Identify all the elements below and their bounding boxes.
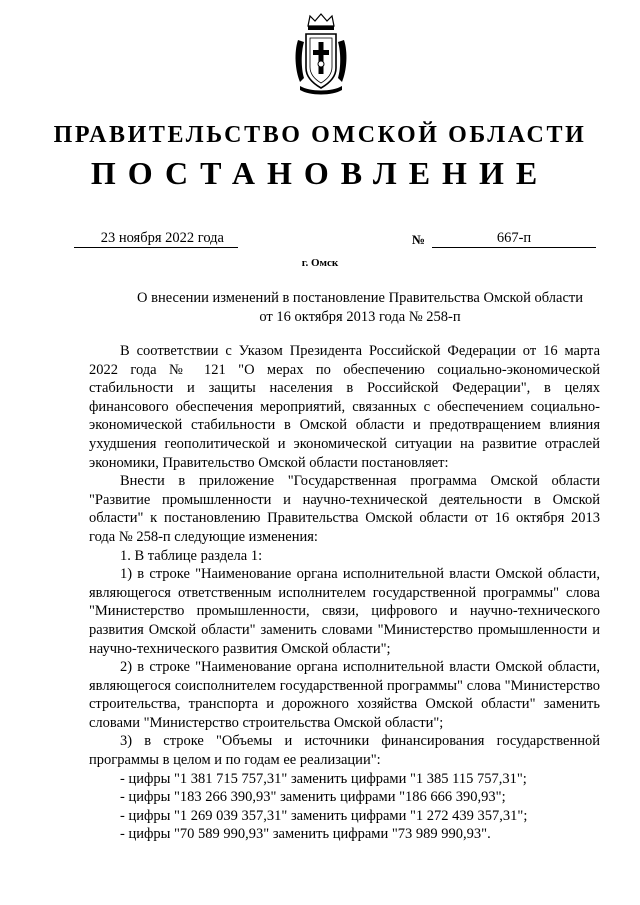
government-title: ПРАВИТЕЛЬСТВО ОМСКОЙ ОБЛАСТИ xyxy=(53,122,587,148)
subject-line-2: от 16 октября 2013 года № 258-п xyxy=(259,309,461,325)
omsk-coat-of-arms-icon xyxy=(292,12,350,96)
paragraph-item-3: 3) в строке "Объемы и источники финансирования государственной программы в целом и по годам ее реализации": xyxy=(89,733,600,769)
paragraph-preamble: В соответствии с Указом Президента Российской Федерации от 16 марта 2022 года № 121 "О мерах по обеспечению социально-экономической стабильности и защиты населения в Российской Федерации", в целях финансового обеспечения мероприятий, связанных с обеспечением социально-экономической стабильности в Омской области и предотвращением влияния ухудшения геополитической и экономической ситуации на развитие отраслей экономики, Правительство Омской области постановляет: xyxy=(89,343,600,471)
city: г. Омск xyxy=(301,257,339,269)
paragraph-item-1: 1) в строке "Наименование органа исполнительной власти Омской области, являющегося ответственным исполнителем государственной программы" слова "Министерство промышленности, связи, цифрового и научно-технического развития Омской области" заменить словами "Министерство промышленности и научно-технического развития Омской области"; xyxy=(89,566,600,657)
document-date: 23 ноября 2022 года xyxy=(74,230,238,248)
number-sign: № xyxy=(412,232,426,247)
paragraph-resolution: Внести в приложение "Государственная программа Омской области "Развитие промышленности и научно-технической деятельности в Омской области" к постановлению Правительства Омской области от 16 октября 2013 года № 258-п следующие изменения: xyxy=(89,473,600,545)
list-item: - цифры "183 266 390,93" заменить цифрами "186 666 390,93"; xyxy=(120,789,506,806)
subject-line-1: О внесении изменений в постановление Правительства Омской области xyxy=(137,290,583,306)
document-type: ПОСТАНОВЛЕНИЕ xyxy=(90,155,550,191)
document-subject xyxy=(120,289,600,327)
document-number: 667-п xyxy=(432,230,596,248)
document-body xyxy=(89,342,600,844)
paragraph-item-2: 2) в строке "Наименование органа исполнительной власти Омской области, являющегося соисполнителем государственной программы" слова "Министерство строительства, транспорта и дорожного хозяйства Омской области" заменить словами "Министерство строительства Омской области"; xyxy=(89,659,600,731)
list-item: - цифры "1 269 039 357,31" заменить цифрами "1 272 439 357,31"; xyxy=(120,807,528,824)
list-item: - цифры "1 381 715 757,31" заменить цифрами "1 385 115 757,31"; xyxy=(120,770,527,787)
paragraph-section-1: 1. В таблице раздела 1: xyxy=(120,547,263,564)
list-item: - цифры "70 589 990,93" заменить цифрами "73 989 990,93". xyxy=(120,826,491,843)
